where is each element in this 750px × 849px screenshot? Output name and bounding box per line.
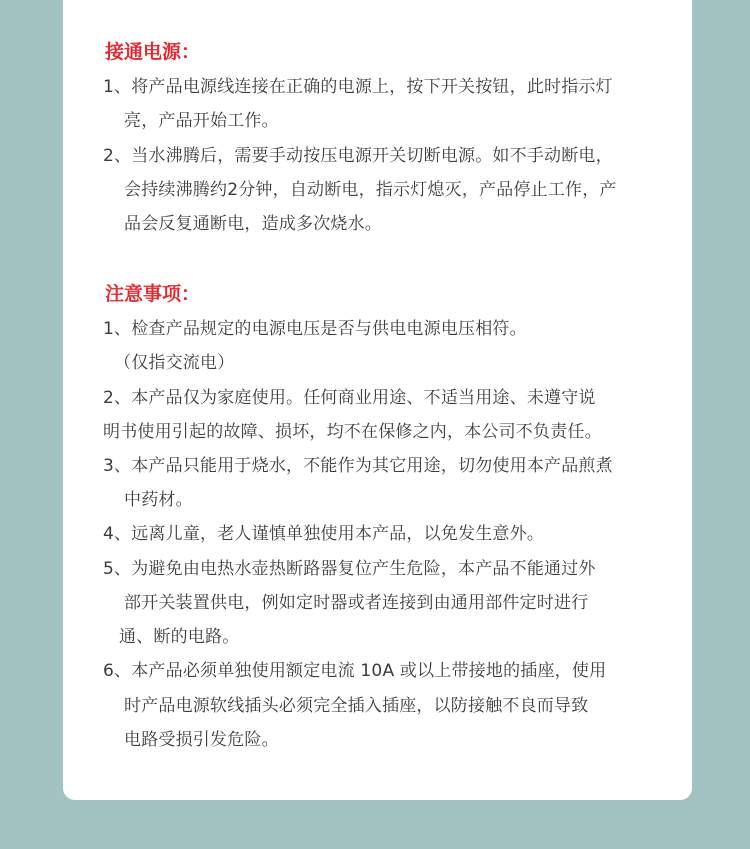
notes-item-1-line-2: （仅指交流电）: [114, 353, 235, 373]
notes-item-2-line-1: 2、本产品仅为家庭使用。任何商业用途、不适当用途、未遵守说: [103, 388, 596, 408]
section-title-notes: 注意事项：: [105, 283, 201, 305]
notes-item-3-line-2: 中药材。: [124, 490, 193, 510]
power-item-2-line-3: 品会反复通断电，造成多次烧水。: [124, 214, 382, 234]
power-item-2-line-1: 2、当水沸腾后，需要手动按压电源开关切断电源。如不手动断电，: [103, 146, 613, 166]
notes-item-5-line-1: 5、为避免由电热水壶热断路器复位产生危险，本产品不能通过外: [103, 559, 596, 579]
power-item-2-line-2: 会持续沸腾约2分钟，自动断电，指示灯熄灭，产品停止工作，产: [124, 180, 617, 200]
notes-item-6-line-1: 6、本产品必须单独使用额定电流 10A 或以上带接地的插座，使用: [103, 661, 607, 681]
notes-item-2-line-2: 明书使用引起的故障、损坏，均不在保修之内，本公司不负责任。: [103, 422, 602, 442]
notes-item-5-line-2: 部开关装置供电，例如定时器或者连接到由通用部件定时进行: [124, 593, 589, 613]
power-item-1-line-2: 亮，产品开始工作。: [124, 111, 279, 131]
notes-item-5-line-3: 通、断的电路。: [119, 627, 240, 647]
power-item-1-line-1: 1、将产品电源线连接在正确的电源上，按下开关按钮，此时指示灯: [103, 77, 613, 97]
notes-item-3-line-1: 3、本产品只能用于烧水，不能作为其它用途，切勿使用本产品煎煮: [103, 456, 613, 476]
notes-item-4-line-1: 4、远离儿童，老人谨慎单独使用本产品，以免发生意外。: [103, 524, 545, 544]
notes-item-6-line-3: 电路受损引发危险。: [124, 730, 279, 750]
notes-item-1-line-1: 1、检查产品规定的电源电压是否与供电电源电压相符。: [103, 319, 527, 339]
section-title-power: 接通电源：: [105, 41, 201, 63]
notes-item-6-line-2: 时产品电源软线插头必须完全插入插座，以防接触不良而导致: [124, 696, 589, 716]
